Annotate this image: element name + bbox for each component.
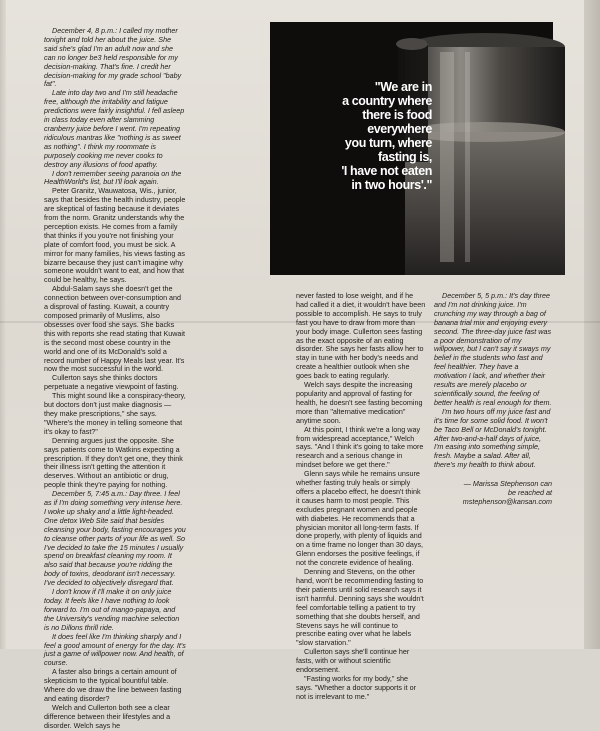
juice-glass-photo	[270, 22, 553, 275]
article-column-3	[434, 292, 552, 507]
credit-line-1: — Marissa Stephenson can	[463, 479, 552, 489]
paragraph: December 5, 5 p.m.: It's day three and I'm not drinking juice. I'm crunching my way through a bag of banana trial mix and enjoying every second. The three-day juice fast was a poor demonstration of my willpower, but I can't say it sways my belief in the students who fast and feel healthier. They have a motivation I lack, and whether their results are merely placebo or scientifically sound, the feeling of better health is real enough for them.	[434, 291, 552, 407]
page-edge-left	[0, 0, 6, 649]
paragraph: "Fasting works for my body," she says. "Whether a doctor supports it or not is irrelevant to me."	[296, 673, 416, 701]
pull-quote	[270, 80, 432, 192]
paragraph: Peter Granitz, Wauwatosa, Wis., junior, says that besides the health industry, people are skeptical of fasting because it deviates from the norm. Granitz understands why the perception exists. He comes from a family that thinks if you you're not finishing your plate of comfort food, you must be sick. A mirror for many families, his views fasting as bizarre because they just can't imagine why someone wouldn't want to eat, and how that could be healthy, he says.	[44, 186, 186, 285]
pull-quote-line: 'I have not eaten	[341, 164, 432, 178]
article-column-2	[296, 292, 426, 702]
author-credit	[434, 480, 552, 507]
paragraph: I don't know if I'll make it on only juice today. It feels like I have nothing to look forward to. I'm out of mango-papaya, and the University's vending machine selection is no Dillons thrill ride.	[44, 587, 180, 632]
paragraph: December 5, 7:45 a.m.: Day three. I feel as if I'm doing something very intense here. I woke up shaky and a little light-headed. One detox Web Site said that besides cleansing your body, fasting encourages you to cleanse other parts of your life as well. So I've decided to take the 15 minutes I usually spend on breakfast cleaning my room. It also said that because you're ridding the body of toxins, deodorant isn't necessary. I've decided to objectively disregard that.	[44, 489, 186, 588]
pull-quote-line: "We are in	[374, 80, 432, 94]
pull-quote-line: you turn, where	[344, 136, 432, 150]
paragraph: December 4, 8 p.m.: I called my mother tonight and told her about the juice. She said she's glad I'm an adult now and she can no longer be3 held responsible for my decision-making. That's fine. I credit her decision-making for my grade school "baby fat".	[44, 26, 182, 89]
paragraph: Late into day two and I'm still headache free, although the irritability and fatigue predictions were fairly insightful. I fell asleep in class today even after slamming cranberry juice before I went. I'm repeating ridiculous mantras like "nothing is as sweet as nothing". I think my roommate is purposely cooking me never cooks to destroy any illusions of food apathy.	[44, 88, 185, 169]
credit-email: mstephenson@kansan.com	[462, 496, 552, 506]
pull-quote-line: a country where	[342, 94, 432, 108]
paragraph: Welch says despite the increasing popularity and approval of fasting for health, he doesn't see fasting becoming more than "alternative medication" anytime soon.	[296, 380, 423, 425]
paragraph: I don't remember seeing paranoia on the HealthWorld's list, but I'll look again.	[44, 168, 182, 187]
pull-quote-line: everywhere	[367, 122, 432, 136]
paragraph: A faster also brings a certain amount of skepticism to the typical bountiful table. Where do we draw the line between fasting and eating disorder?	[44, 667, 182, 703]
paragraph: Cullerton says she thinks doctors perpetuate a negative viewpoint of fasting.	[44, 373, 179, 392]
paragraph: It does feel like I'm thinking sharply and I feel a good amount of energy for the day. It's just a game of willpower now. And health, of course.	[44, 631, 186, 668]
page-edge-right	[584, 0, 600, 649]
column-3-body	[434, 292, 552, 470]
paragraph: Denning and Stevens, on the other hand, won't be recommending fasting to their patients until solid research says it isn't harmful. Denning says she wouldn't feel comfortable telling a patient to try something that she doubts herself, and Stevens says he will continue to prescribe eating over what he labels "slow starvation."	[296, 567, 424, 648]
paragraph: At this point, I think we're a long way from widespread acceptance," Welch says. "And I think it's going to take more research and a serious change in mindset before we get there."	[296, 424, 424, 470]
pull-quote-line: there is food	[362, 108, 432, 122]
paragraph: Welch and Cullerton both see a clear difference between their lifestyles and a disorder. Welch says he	[44, 702, 171, 730]
paragraph: I'm two hours off my juice fast and it's time for some solid food. It won't be Taco Bell or McDonald's tonight. After two-and-a-half days of juice, I'm easing into something simple, fresh. Maybe a salad. After all, there's my health to think about.	[434, 406, 551, 470]
paragraph: Denning argues just the opposite. She says patients come to Watkins expecting a prescription. If they don't get one, they think their illness isn't getting the attention it deserves. Without an antibiotic or drug, people think they're paying for nothing.	[44, 435, 183, 490]
credit-line-2: be reached at	[508, 488, 552, 498]
paragraph: Glenn says while he remains unsure whether fasting truly heals or simply offers a placebo effect, he doesn't think it causes harm to most people. This excludes pregnant women and people with diabetes. He recommends that a physician monitor all long-term fasts. If done properly, with plenty of liquids and on a time frame no longer than 30 days, Glenn endorses the positive feelings, if not the concrete evidence of healing.	[296, 469, 424, 568]
paragraph: Cullerton says she'll continue her fasts, with or without scientific endorsement.	[296, 647, 410, 675]
paragraph: This might sound like a conspiracy-theory, but doctors don't just make diagnosis — they make prescriptions," she says. "Where's the money in telling someone that it's okay to fast?"	[44, 391, 186, 436]
pull-quote-line: in two hours'."	[351, 178, 432, 192]
pull-quote-line: fasting is,	[378, 150, 432, 164]
paragraph: Abdul-Salam says she doesn't get the connection between over-consumption and a disproval of fasting. Kuwait, a country composed primarily of Muslims, also obsesses over food she says. She backs this with reports she read stating that Kuwait is the second most obese country in the world and one of its McDonald's sold a record number of Happy Meals last year. It's now the most successful in the world.	[44, 284, 186, 374]
article-column-1	[44, 27, 186, 731]
paragraph: never fasted to lose weight, and if he had called it a diet, it wouldn't have been possible to accomplish. He says to truly fast you have to draw from more than your body image. Cullerton sees fasting as the exact opposite of an eating disorder. She says her fasts allow her to stay in tune with her body's needs and create a healthier outlook when she goes back to eating regularly.	[296, 291, 426, 381]
